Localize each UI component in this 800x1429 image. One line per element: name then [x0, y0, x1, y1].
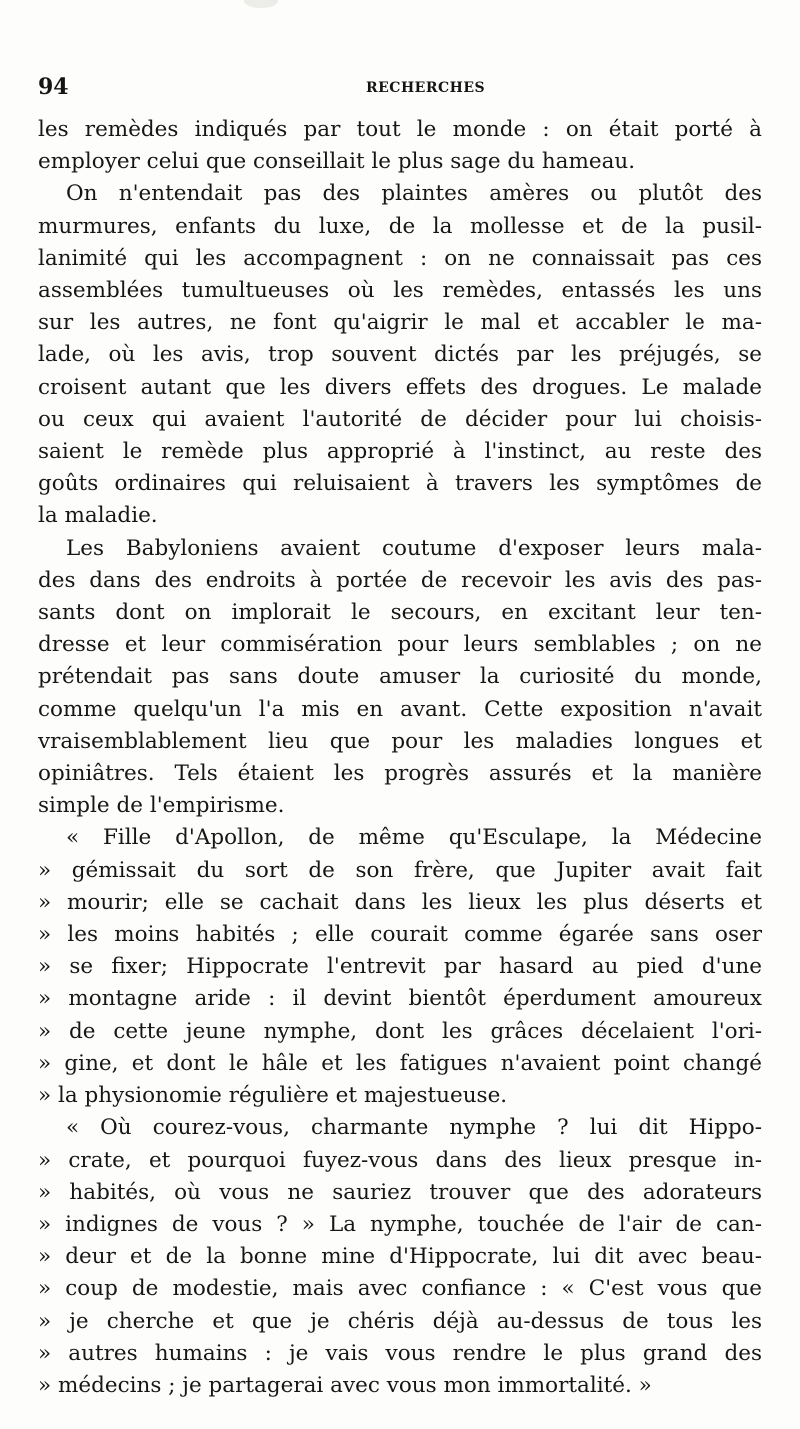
text-line: assemblées tumultueuses où les remèdes, entassés les uns: [38, 278, 762, 304]
text-line: dresse et leur commisération pour leurs semblables ; on ne: [38, 632, 762, 658]
text-line: » deur et de la bonne mine d'Hippocrate, lui dit avec beau-: [38, 1244, 762, 1270]
text-line: goûts ordinaires qui reluisaient à travers les symptômes de: [38, 471, 762, 497]
text-line: comme quelqu'un l'a mis en avant. Cette exposition n'avait: [38, 696, 762, 722]
text-line: ou ceux qui avaient l'autorité de décider pour lui choisis-: [38, 406, 762, 432]
text-line: » la physionomie régulière et majestueuse.: [38, 1083, 508, 1109]
body-text: [38, 114, 762, 1402]
text-line: » de cette jeune nymphe, dont les grâces décelaient l'ori-: [38, 1018, 762, 1044]
text-line: » mourir; elle se cachait dans les lieux les plus déserts et: [38, 889, 762, 915]
text-line: des dans des endroits à portée de recevoir les avis des pas-: [38, 567, 762, 593]
quotation-paragraph: [38, 1112, 762, 1402]
text-line: sants dont on implorait le secours, en excitant leur ten-: [38, 600, 762, 626]
text-line: » gémissait du sort de son frère, que Jupiter avait fait: [38, 857, 762, 883]
text-line: » gine, et dont le hâle et les fatigues n'avaient point changé: [38, 1050, 762, 1076]
paragraph: [38, 178, 762, 532]
text-line: croisent autant que les divers effets des drogues. Le malade: [38, 374, 762, 400]
text-line: lade, où les avis, trop souvent dictés par les préjugés, se: [38, 342, 762, 368]
text-line: simple de l'empirisme.: [38, 793, 285, 819]
running-head: RECHERCHES: [366, 80, 486, 96]
text-line: murmures, enfants du luxe, de la mollesse et de la pusil-: [38, 213, 762, 239]
text-line: On n'entendait pas des plaintes amères ou plutôt des: [66, 181, 762, 207]
quotation-paragraph: [38, 822, 762, 1112]
paper-stain: [244, 0, 278, 8]
text-line: » se fixer; Hippocrate l'entrevit par hasard au pied d'une: [38, 954, 762, 980]
paragraph: [38, 533, 762, 823]
text-line: « Fille d'Apollon, de même qu'Esculape, la Médecine: [66, 825, 762, 851]
text-line: Les Babyloniens avaient coutume d'exposer leurs mala-: [66, 535, 762, 561]
text-line: vraisemblablement lieu que pour les maladies longues et: [38, 728, 762, 754]
text-line: » je cherche et que je chéris déjà au-dessus de tous les: [38, 1308, 762, 1334]
text-line: employer celui que conseillait le plus sage du hameau.: [38, 149, 636, 175]
text-line: » les moins habités ; elle courait comme égarée sans oser: [38, 922, 762, 948]
text-line: « Où courez-vous, charmante nymphe ? lui dit Hippo-: [66, 1115, 762, 1141]
text-line: la maladie.: [38, 503, 158, 529]
text-line: » crate, et pourquoi fuyez-vous dans des lieux presque in-: [38, 1147, 762, 1173]
text-line: » montagne aride : il devint bientôt éperdument amoureux: [38, 986, 762, 1012]
paragraph-continued: [38, 114, 762, 178]
text-line: lanimité qui les accompagnent : on ne connaissait pas ces: [38, 245, 762, 271]
text-line: prétendait pas sans doute amuser la curiosité du monde,: [38, 664, 762, 690]
text-line: » coup de modestie, mais avec confiance : « C'est vous que: [38, 1276, 762, 1302]
text-line: les remèdes indiqués par tout le monde : on était porté à: [38, 117, 762, 142]
text-line: » habités, où vous ne sauriez trouver que des adorateurs: [38, 1179, 762, 1205]
text-line: saient le remède plus approprié à l'instinct, au reste des: [38, 439, 762, 465]
page-header: [38, 74, 760, 104]
text-line: » médecins ; je partagerai avec vous mon immortalité. »: [38, 1372, 652, 1398]
text-line: » autres humains : je vais vous rendre le plus grand des: [38, 1340, 762, 1366]
text-line: » indignes de vous ? » La nymphe, touchée de l'air de can-: [38, 1211, 762, 1237]
page-number: 94: [38, 74, 69, 100]
text-line: opiniâtres. Tels étaient les progrès assurés et la manière: [38, 761, 762, 787]
text-line: sur les autres, ne font qu'aigrir le mal et accabler le ma-: [38, 310, 762, 336]
